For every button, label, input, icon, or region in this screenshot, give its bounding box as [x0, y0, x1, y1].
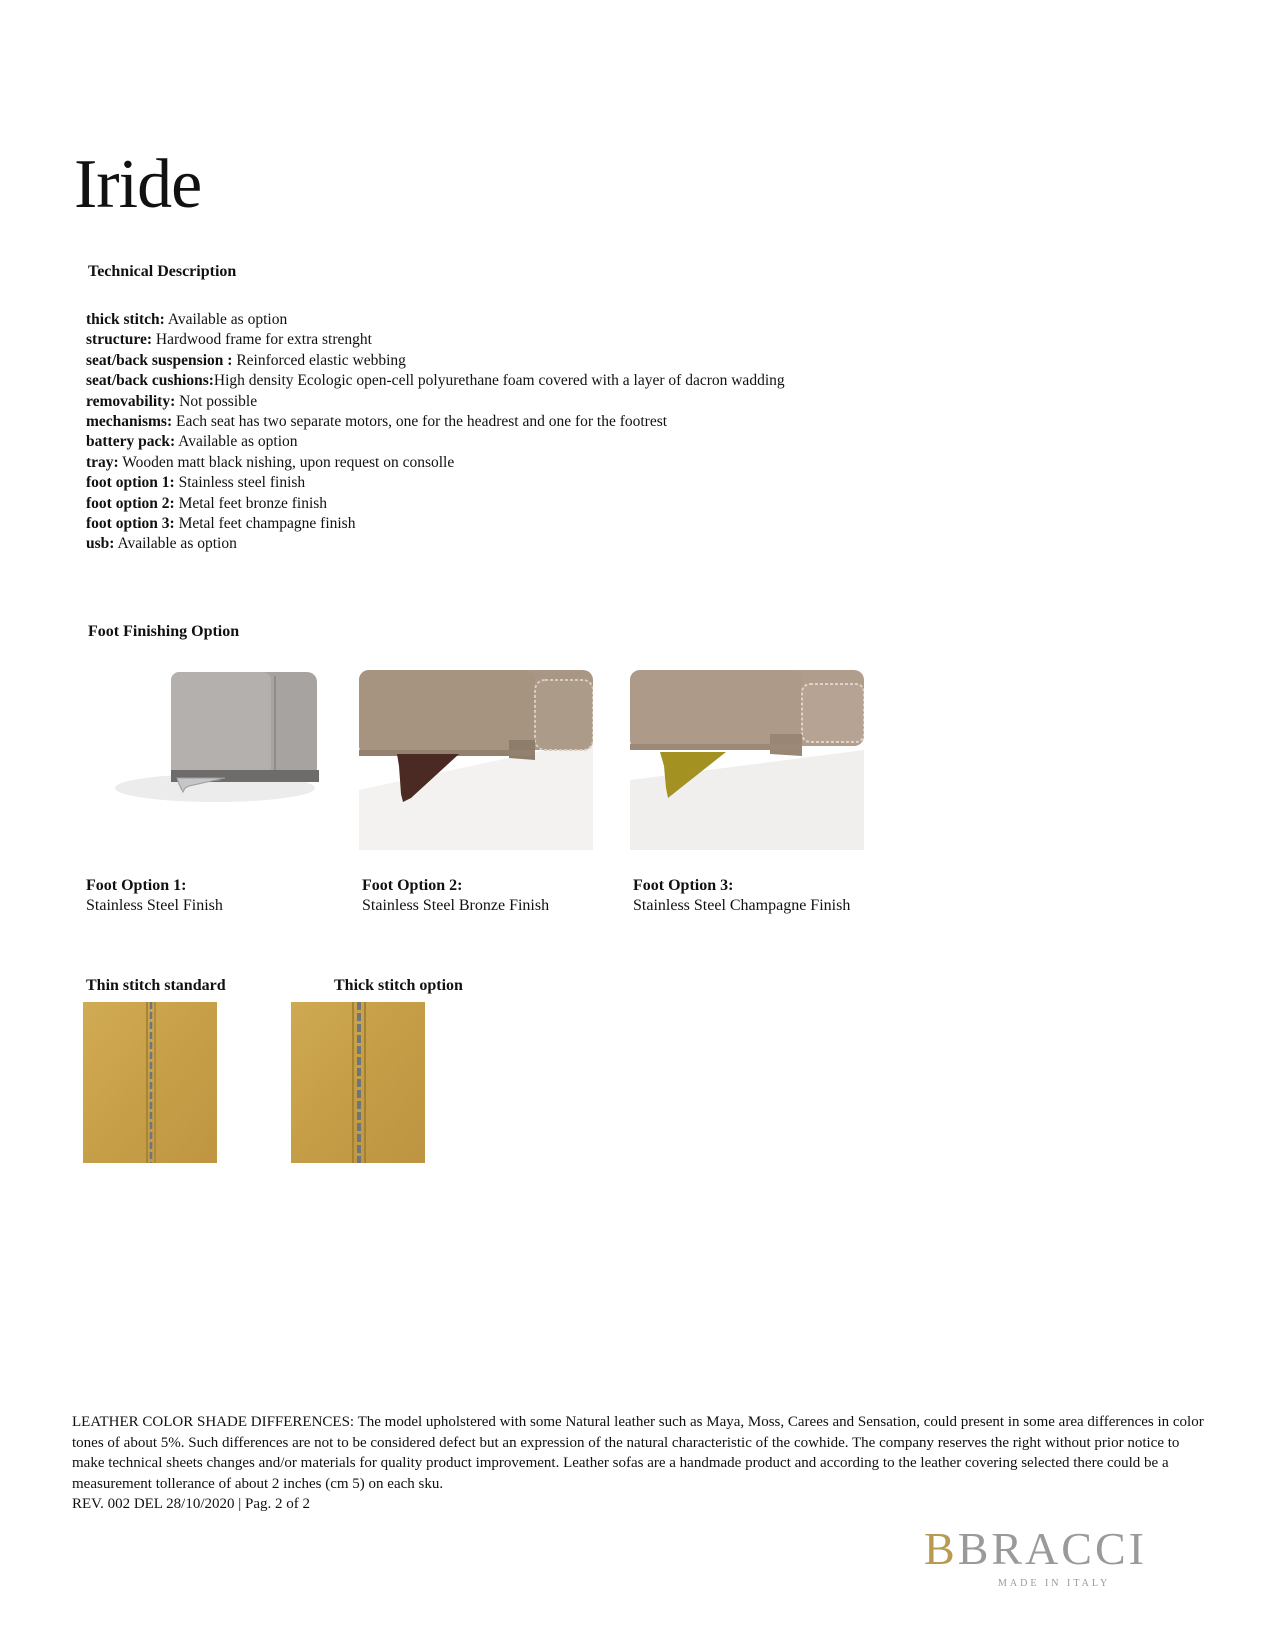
spec-item	[86, 494, 785, 514]
spec-value: Wooden matt black nishing, upon request on consolle	[118, 453, 455, 471]
foot-option-1-image	[85, 670, 319, 852]
foot-option-3-image	[630, 670, 864, 852]
spec-value: Metal feet bronze finish	[174, 494, 328, 512]
foot-option-3-caption	[633, 876, 850, 916]
spec-label: removability:	[86, 392, 176, 410]
spec-value: Hardwood frame for extra strenght	[152, 331, 372, 349]
spec-label: thick stitch:	[86, 311, 165, 328]
spec-value: Each seat has two separate motors, one for the headrest and one for the footrest	[172, 413, 668, 431]
spec-value: High density Ecologic open-cell polyurethane foam covered with a layer of dacron wadding	[213, 372, 785, 390]
spec-label: foot option 2:	[86, 494, 175, 512]
spec-label: tray:	[86, 453, 119, 471]
bracci-logo	[924, 1523, 1194, 1589]
logo-wordmark	[924, 1523, 1147, 1574]
spec-item	[86, 514, 785, 534]
disclaimer-text: LEATHER COLOR SHADE DIFFERENCES: The model upholstered with some Natural leather such as Maya, Moss, Carees and Sensation, could present in some area differences in color tones of about 5%. Such differences are not to be considered defect but an expression of the natural characteristic of the cowhide. The company reserves the right without prior notice to make technical sheets changes and/or materials for quality product improvement. Leather sofas are a handmade product and according to the leather covering selected there could be a measurement tollerance of about 2 inches (cm 5) on each sku.	[72, 1414, 1204, 1492]
spec-item	[86, 371, 785, 391]
thin-stitch-label: Thin stitch standard	[86, 977, 226, 994]
spec-label: battery pack:	[86, 433, 176, 451]
spec-label: foot option 1:	[86, 474, 175, 492]
spec-value: Not possible	[175, 392, 258, 410]
spec-label: structure:	[86, 331, 152, 349]
spec-value: Stainless steel finish	[174, 474, 306, 492]
spec-value: Available as option	[175, 433, 298, 451]
spec-value: Available as option	[164, 311, 288, 328]
foot-option-title: Foot Option 3:	[633, 877, 734, 894]
foot-option-2-caption	[362, 876, 549, 916]
logo-mark-grey: BRACCI	[957, 1523, 1147, 1574]
spec-item	[86, 534, 785, 554]
foot-option-title: Foot Option 1:	[86, 877, 187, 894]
spec-item	[86, 310, 785, 330]
spec-item	[86, 392, 785, 412]
foot-option-title: Foot Option 2:	[362, 877, 463, 894]
spec-label: usb:	[86, 535, 115, 553]
thick-stitch-label: Thick stitch option	[334, 977, 463, 994]
foot-option-2-image	[359, 670, 593, 852]
spec-label: mechanisms:	[86, 413, 173, 431]
foot-finishing-heading: Foot Finishing Option	[88, 623, 240, 640]
logo-tagline: MADE IN ITALY	[998, 1578, 1111, 1589]
thick-stitch-swatch	[291, 1002, 425, 1163]
spec-item	[86, 453, 785, 473]
spec-value: Reinforced elastic webbing	[232, 351, 406, 369]
spec-label: seat/back cushions:	[86, 372, 214, 390]
spec-value: Available as option	[114, 535, 237, 553]
page-title: Iride	[74, 146, 202, 223]
spec-list	[86, 310, 785, 555]
foot-option-desc: Stainless Steel Champagne Finish	[633, 897, 851, 914]
foot-option-desc: Stainless Steel Finish	[86, 897, 223, 914]
spec-item	[86, 473, 785, 493]
leather-disclaimer	[72, 1412, 1212, 1515]
revision-info: REV. 002 DEL 28/10/2020 | Pag. 2 of 2	[72, 1496, 311, 1512]
spec-label: foot option 3:	[86, 515, 175, 533]
spec-value: Metal feet champagne finish	[174, 515, 356, 533]
spec-label: seat/back suspension :	[86, 351, 233, 369]
spec-item	[86, 432, 785, 452]
technical-description-heading: Technical Description	[88, 263, 237, 280]
thin-stitch-swatch	[83, 1002, 217, 1163]
logo-mark-gold: B	[924, 1523, 958, 1574]
spec-item	[86, 351, 785, 371]
foot-option-desc: Stainless Steel Bronze Finish	[362, 897, 550, 914]
foot-option-1-caption	[86, 876, 223, 916]
spec-item	[86, 330, 785, 350]
spec-item	[86, 412, 785, 432]
